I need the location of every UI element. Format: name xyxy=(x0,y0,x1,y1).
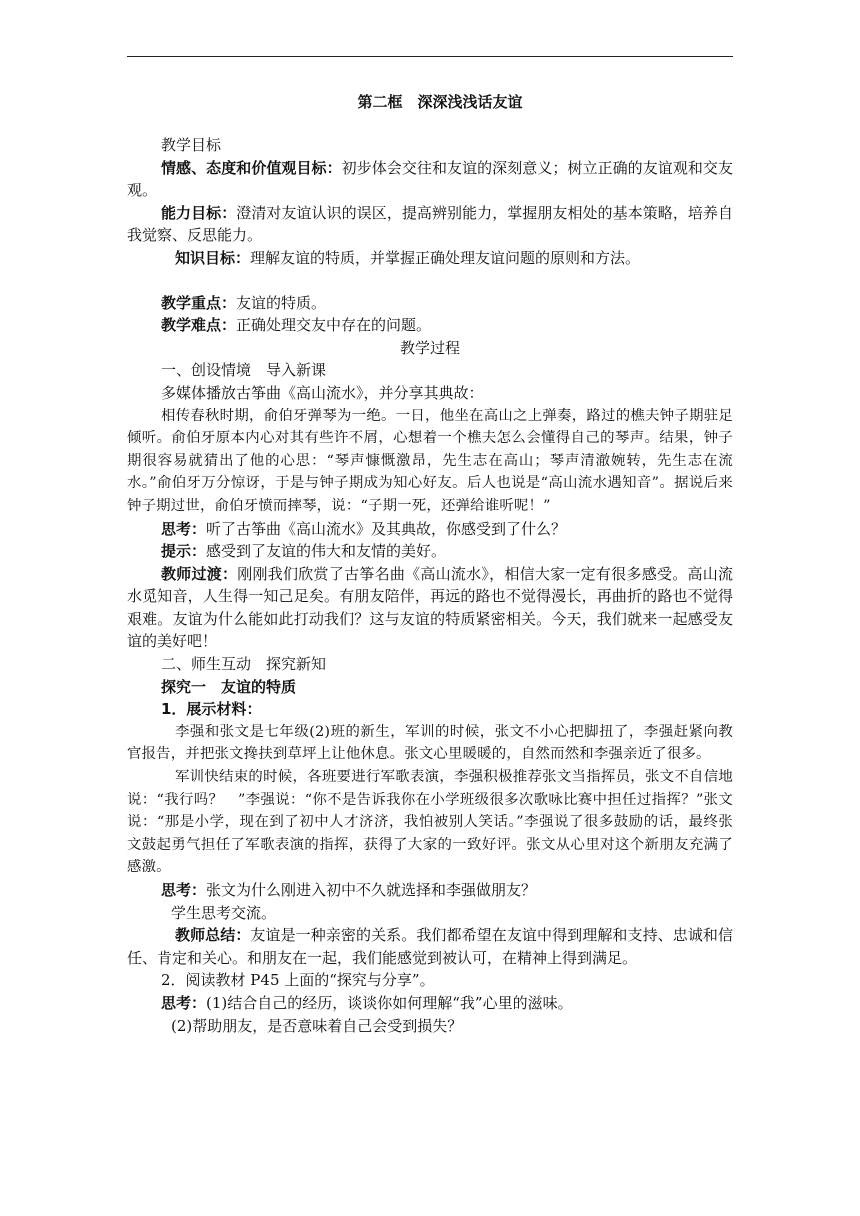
think3 xyxy=(127,992,733,1015)
teacher-summary xyxy=(127,924,733,969)
think1-text: 听了古筝曲《高山流水》及其典故，你感受到了什么？ xyxy=(206,519,567,538)
key-point-label: 教学重点： xyxy=(161,293,237,312)
think2-label: 思考： xyxy=(161,881,207,899)
section1-intro: 多媒体播放古筝曲《高山流水》，并分享其典故： xyxy=(161,383,484,402)
hint-label: 提示： xyxy=(161,542,207,561)
think1 xyxy=(127,518,733,541)
goal-ability xyxy=(127,202,733,247)
student-exchange: 学生思考交流。 xyxy=(171,903,277,922)
teaching-key-point xyxy=(127,292,733,315)
transition-text: 刚刚我们欣赏了古筝名曲《高山流水》，相信大家一定有很多感受。高山流水觅知音，人生得一知己足矣。有朋友陪伴，再远的路也不觉得漫长，再曲折的路也不觉得艰难。友谊为什么能如此打动我们？这与友谊的特质紧密相关。今天，我们就来一起感受友谊的美好吧！ xyxy=(127,564,733,651)
goal-knowledge-label: 知识目标： xyxy=(175,248,251,267)
goal-knowledge-text: 理解友谊的特质，并掌握正确处理友谊问题的原则和方法。 xyxy=(250,248,641,267)
goal-emotion-label: 情感、态度和价值观目标： xyxy=(161,158,342,177)
teacher-transition xyxy=(127,563,733,653)
goal-knowledge xyxy=(127,247,733,270)
think2-text: 张文为什么刚进入初中不久就选择和李强做朋友？ xyxy=(206,881,537,899)
section1-heading: 一、创设情境 导入新课 xyxy=(161,361,327,380)
think3-question-2: (2)帮助朋友，是否意味着自己会受到损失？ xyxy=(171,1016,463,1035)
spacer xyxy=(127,270,733,292)
process-heading: 教学过程 xyxy=(399,338,460,357)
hint-text: 感受到了友谊的伟大和友情的美好。 xyxy=(206,542,447,561)
goal-emotion-text: 初步体会交往和友谊的深刻意义；树立正确的友谊观和交友观。 xyxy=(127,158,733,200)
material-heading: 1．展示材料： xyxy=(161,700,262,719)
summary-text: 友谊是一种亲密的关系。我们都希望在友谊中得到理解和支持、忠诚和信任、肯定和关心。和朋友在一起，我们能感觉到被认可，在精神上得到满足。 xyxy=(127,926,733,967)
think3-label: 思考： xyxy=(161,993,207,1012)
material-paragraph-1: 李强和张文是七年级(2)班的新生，军训的时候，张文不小心把脚扭了，李强赶紧向教官报告，并把张文搀扶到草坪上让他休息。张文心里暖暖的，自然而然和李强亲近了很多。 xyxy=(127,723,733,763)
goal-ability-text: 澄清对友谊认识的误区，提高辨别能力，掌握朋友相处的基本策略，培养自我觉察、反思能力。 xyxy=(127,203,733,245)
document-page xyxy=(127,92,733,1037)
key-point-text: 友谊的特质。 xyxy=(236,293,327,312)
transition-label: 教师过渡： xyxy=(161,564,238,583)
explore1-heading: 探究一 友谊的特质 xyxy=(161,677,297,696)
summary-label: 教师总结： xyxy=(175,926,251,945)
think3-text: (1)结合自己的经历，谈谈你如何理解“我”心里的滋味。 xyxy=(206,993,573,1012)
page-title: 第二框 深深浅浅话友谊 xyxy=(357,93,523,111)
section2-heading: 二、师生互动 探究新知 xyxy=(161,655,327,674)
hint xyxy=(127,540,733,563)
difficulty-label: 教学难点： xyxy=(161,316,237,335)
think1-label: 思考： xyxy=(161,519,207,538)
difficulty-text: 正确处理交友中存在的问题。 xyxy=(236,316,432,335)
teaching-difficulty xyxy=(127,314,733,337)
goal-ability-label: 能力目标： xyxy=(161,203,237,222)
read-textbook: 2．阅读教材 P45 上面的“探究与分享”。 xyxy=(161,971,435,990)
goals-heading: 教学目标 xyxy=(161,136,222,154)
material-paragraph-2: 军训快结束的时候，各班要进行军歌表演，李强积极推荐张文当指挥员，张文不自信地说：“我行吗？ ”李强说：“你不是告诉我你在小学班级很多次歌咏比赛中担任过指挥？”张文说：“那是小学，现在到了初中人才济济，我怕被别人笑话。”李强说了很多鼓励的话，最终张文鼓起勇气担任了军歌表演的指挥，获得了大家的一致好评。张文从心里对这个新朋友充满了感激。 xyxy=(127,769,733,876)
header-rule xyxy=(127,56,733,57)
goal-emotion xyxy=(127,157,733,202)
think2 xyxy=(127,879,733,902)
story-paragraph: 相传春秋时期，俞伯牙弹琴为一绝。一日，他坐在高山之上弹奏，路过的樵夫钟子期驻足倾听。俞伯牙原本内心对其有些许不屑，心想着一个樵夫怎么会懂得自己的琴声。结果，钟子期很容易就猜出了他的心思：“琴声慷慨激昂，先生志在高山；琴声清澈婉转，先生志在流水。”俞伯牙万分惊讶，于是与钟子期成为知心好友。后人也说是“高山流水遇知音”。据说后来钟子期过世，俞伯牙愤而摔琴，说：“子期一死，还弹给谁听呢！” xyxy=(127,407,733,514)
